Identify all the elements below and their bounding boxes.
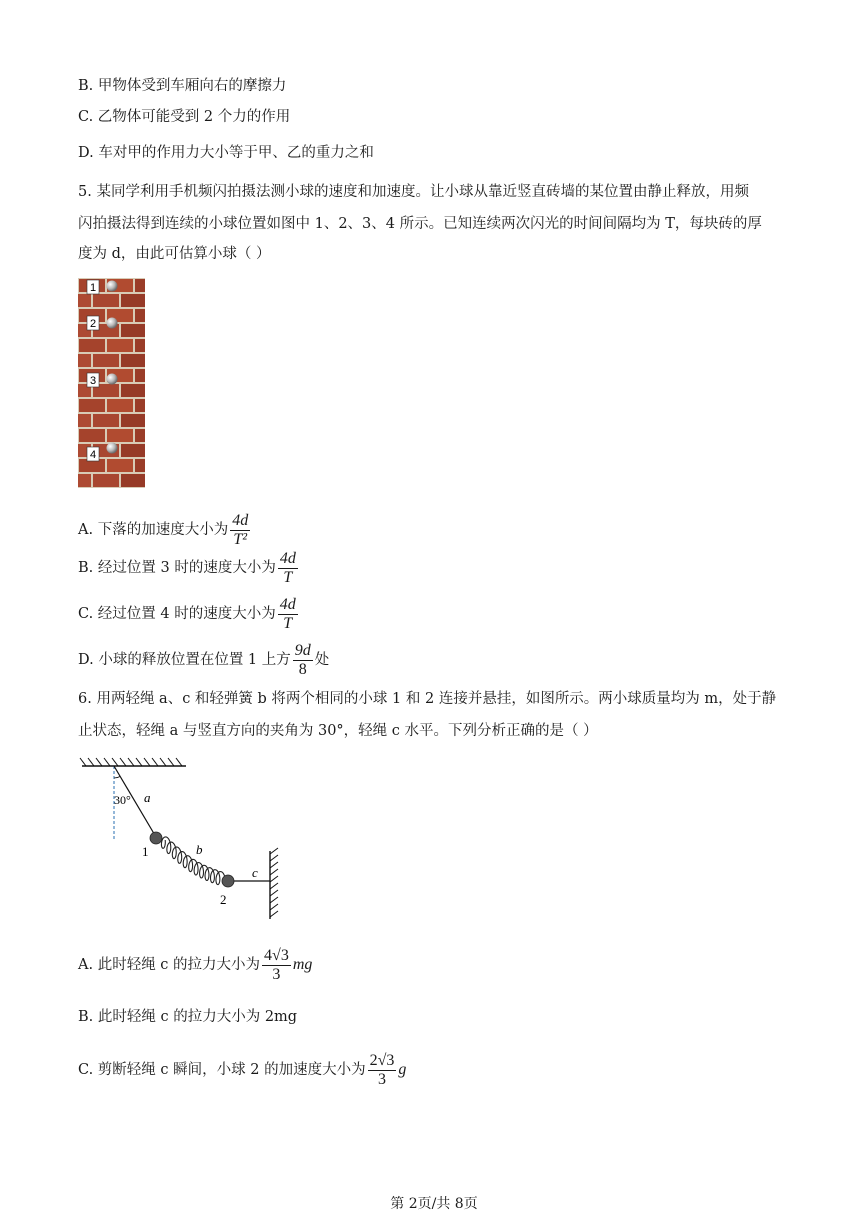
- ball-label-2: 2: [89, 318, 97, 330]
- rope-c-label: c: [252, 865, 258, 880]
- option-b-prev: B. 甲物体受到车厢向右的摩擦力: [78, 78, 287, 94]
- fraction-2root3-over-3: $\frac{2√3}{3}$: [369, 1051, 395, 1088]
- page-footer: 第 2页/共 8页: [390, 1196, 478, 1212]
- option-d-prev: D. 车对甲的作用力大小等于甲、乙的重力之和: [78, 145, 374, 161]
- spring-b-label: b: [196, 842, 203, 857]
- q5-option-a: A. 下落的加速度大小为 $\frac{4d}{\text{T²}}$: [78, 511, 249, 548]
- fraction-4d-over-t: $\frac{4d}{T}$: [279, 549, 296, 586]
- q6-option-b: B. 此时轻绳 c 的拉力大小为 2mg: [78, 1009, 298, 1025]
- q6-stem-line2: 止状态，轻绳 a 与竖直方向的夹角为 30°，轻绳 c 水平。下列分析正确的是（ ）: [78, 723, 598, 739]
- fraction-9d-over-8: $\frac{9d}{8}$: [294, 641, 311, 678]
- option-c-prev: C. 乙物体可能受到 2 个力的作用: [78, 109, 291, 125]
- q6-stem-line1: 6. 用两轻绳 a、c 和轻弹簧 b 将两个相同的小球 1 和 2 连接并悬挂，如图所示。两小球质量均为 m，处于静: [78, 691, 777, 707]
- ball-label-1: 1: [89, 282, 97, 294]
- q5-option-c: C. 经过位置 4 时的速度大小为 $\frac{4d}{T}$: [78, 595, 296, 632]
- ball-label-3: 3: [89, 375, 97, 387]
- q6-option-a: A. 此时轻绳 c 的拉力大小为 $\frac{4√3}{3}$ mg: [78, 946, 313, 983]
- ball-1-label: 1: [142, 844, 149, 859]
- fraction-4root3-over-3: $\frac{4√3}{3}$: [264, 946, 289, 983]
- ball-label-4: 4: [89, 449, 97, 461]
- fraction-4d-over-t: $\frac{4d}{T}$: [279, 595, 296, 632]
- q5-option-d: D. 小球的释放位置在位置 1 上方 $\frac{9d}{8}$ 处: [78, 641, 330, 678]
- angle-label: 30°: [114, 793, 131, 807]
- q5-stem-line3: 度为 d，由此可估算小球（ ）: [78, 246, 271, 262]
- spring-suspension-figure: [76, 756, 286, 926]
- q5-stem-line1: 5. 某同学利用手机频闪拍摄法测小球的速度和加速度。让小球从靠近竖直砖墙的某位置由静止释放，用频: [78, 184, 749, 200]
- brick-wall-figure: [78, 278, 145, 488]
- fraction-4d-over-t2: $\frac{4d}{\text{T²}}$: [232, 511, 249, 548]
- rope-a-label: a: [144, 790, 151, 805]
- ball-2-label: 2: [220, 892, 227, 907]
- q5-option-b: B. 经过位置 3 时的速度大小为 $\frac{4d}{T}$: [78, 549, 296, 586]
- q6-option-c: C. 剪断轻绳 c 瞬间，小球 2 的加速度大小为 $\frac{2√3}{3}$ g: [78, 1051, 407, 1088]
- q5-stem-line2: 闪拍摄法得到连续的小球位置如图中 1、2、3、4 所示。已知连续两次闪光的时间间隔均为 T，每块砖的厚: [78, 216, 762, 232]
